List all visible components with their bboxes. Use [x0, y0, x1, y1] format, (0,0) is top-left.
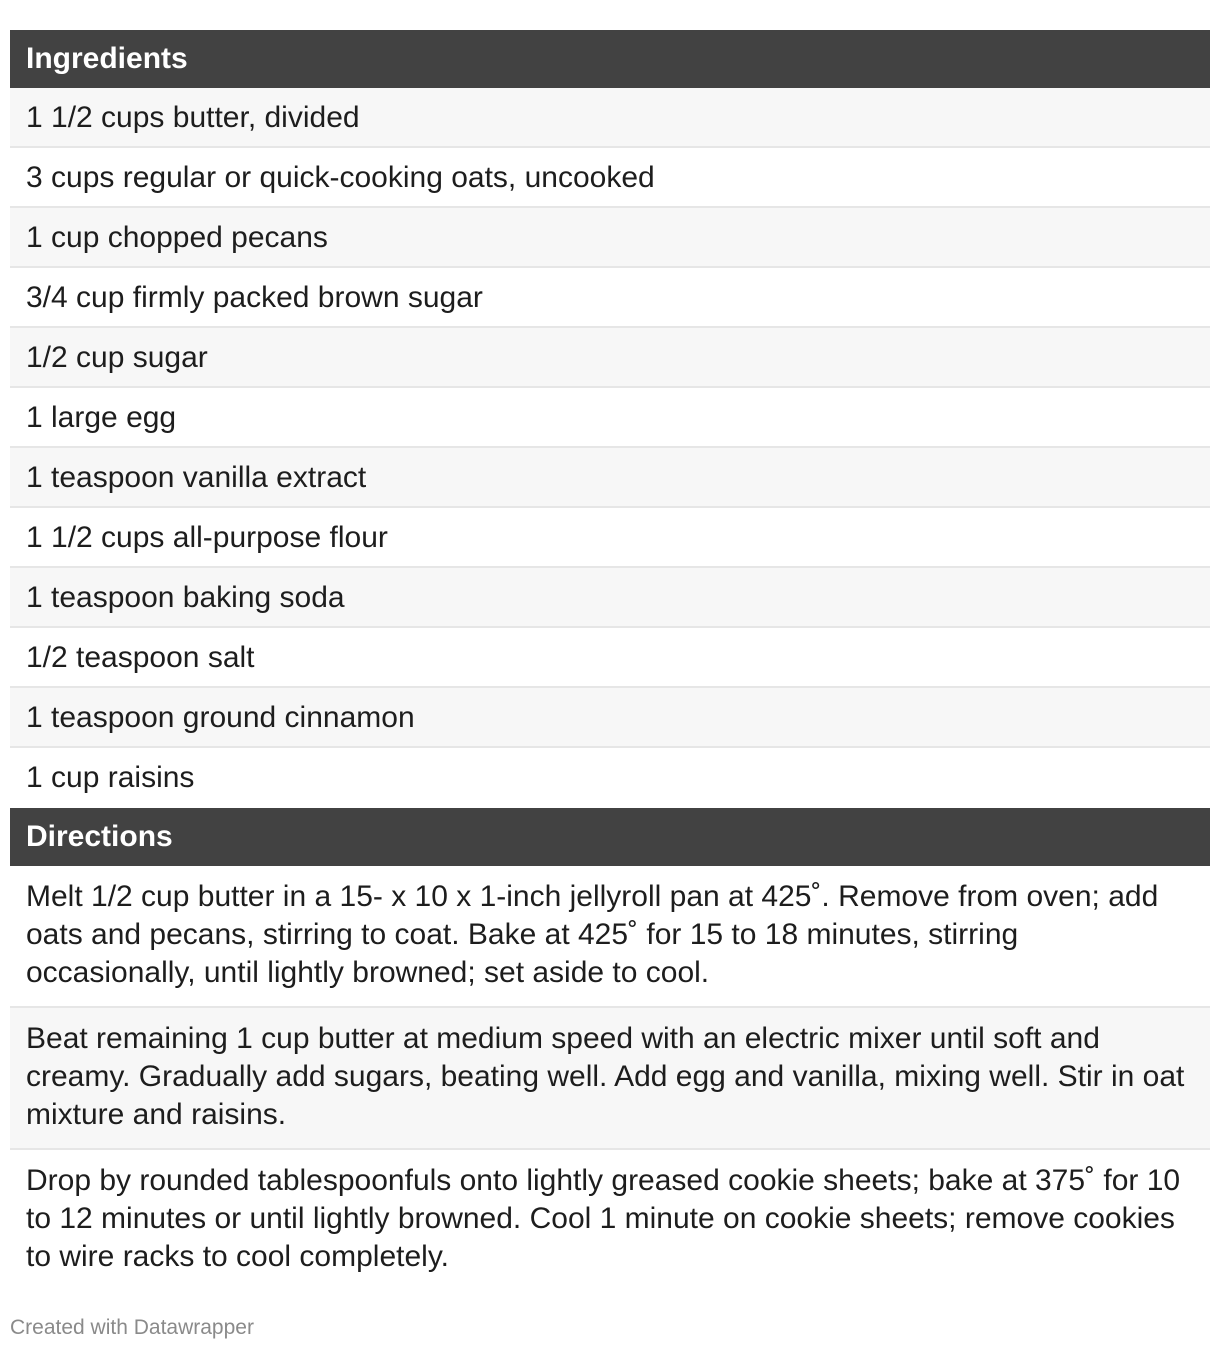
directions-header: Directions — [10, 808, 1210, 866]
recipe-table — [10, 30, 1210, 1290]
ingredient-row: 1 large egg — [10, 388, 1210, 448]
ingredient-row: 1 1/2 cups all-purpose flour — [10, 508, 1210, 568]
ingredient-row: 1 cup chopped pecans — [10, 208, 1210, 268]
ingredient-row: 3/4 cup firmly packed brown sugar — [10, 268, 1210, 328]
ingredient-row: 1 teaspoon baking soda — [10, 568, 1210, 628]
ingredient-row: 1 cup raisins — [10, 748, 1210, 808]
ingredients-header: Ingredients — [10, 30, 1210, 88]
ingredient-row: 1 1/2 cups butter, divided — [10, 88, 1210, 148]
ingredient-row: 1 teaspoon vanilla extract — [10, 448, 1210, 508]
direction-step: Drop by rounded tablespoonfuls onto lightly greased cookie sheets; bake at 375˚ for 10 to 12 minutes or until lightly browned. Cool 1 minute on cookie sheets; remove cookies to wire racks to cool completely. — [10, 1150, 1210, 1290]
ingredient-row: 1 teaspoon ground cinnamon — [10, 688, 1210, 748]
ingredient-row: 1/2 cup sugar — [10, 328, 1210, 388]
ingredient-row: 3 cups regular or quick-cooking oats, uncooked — [10, 148, 1210, 208]
direction-step: Beat remaining 1 cup butter at medium speed with an electric mixer until soft and creamy. Gradually add sugars, beating well. Add egg and vanilla, mixing well. Stir in oat mixture and raisins. — [10, 1008, 1210, 1150]
ingredient-row: 1/2 teaspoon salt — [10, 628, 1210, 688]
datawrapper-credit: Created with Datawrapper — [10, 1316, 254, 1339]
direction-step: Melt 1/2 cup butter in a 15- x 10 x 1-inch jellyroll pan at 425˚. Remove from oven; add oats and pecans, stirring to coat. Bake at 425˚ for 15 to 18 minutes, stirring occasionally, until lightly browned; set aside to cool. — [10, 866, 1210, 1008]
